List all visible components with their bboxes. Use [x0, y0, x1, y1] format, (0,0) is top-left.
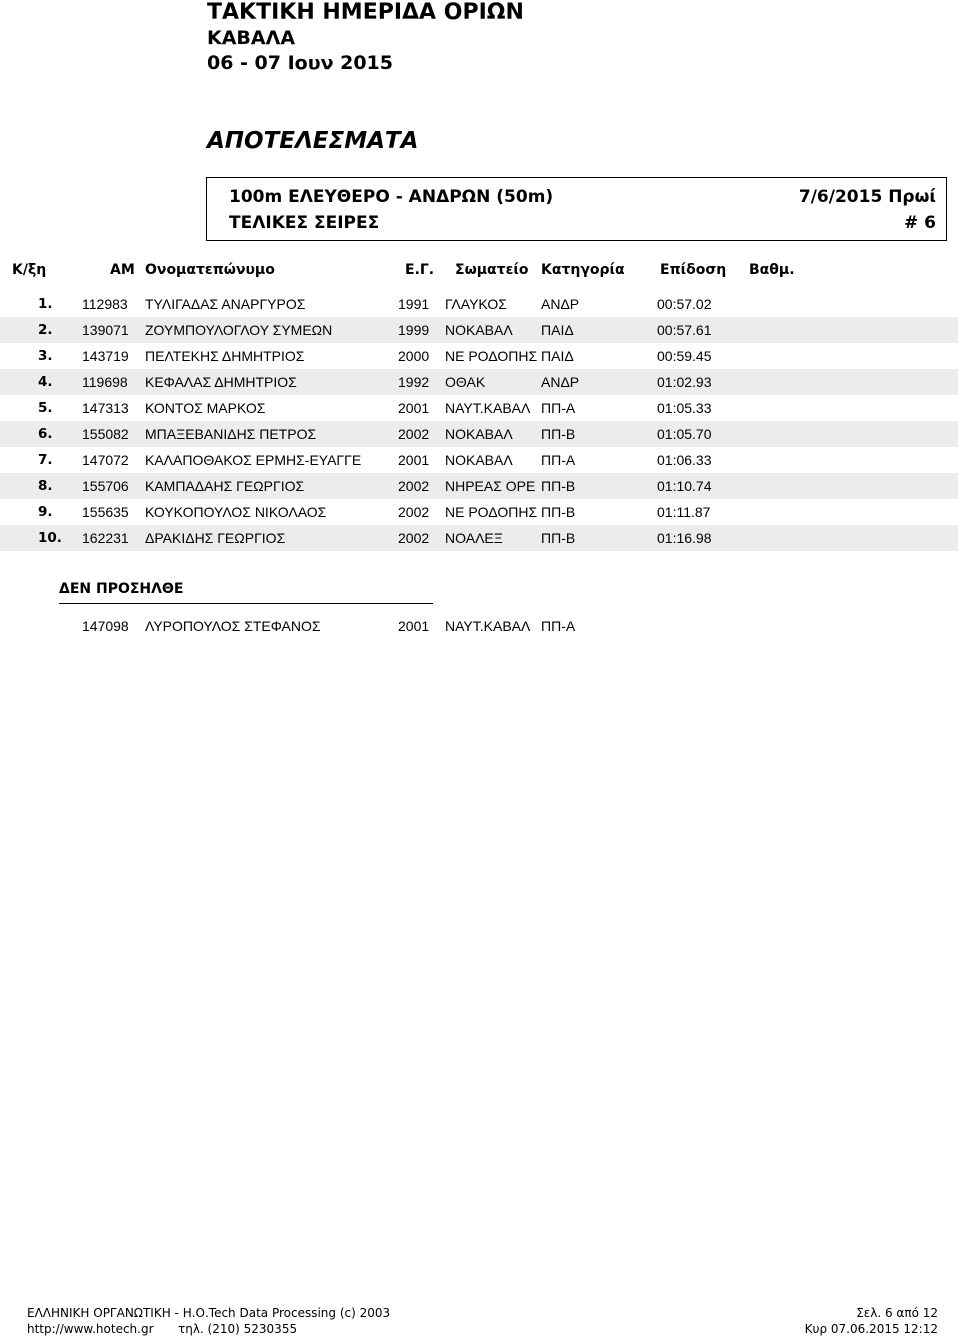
col-club: Σωματείο	[455, 262, 529, 278]
event-round: ΤΕΛΙΚΕΣ ΣΕΙΡΕΣ	[229, 213, 380, 233]
result-rank: 1.	[38, 296, 53, 312]
result-category: ΠΠ-Α	[541, 400, 576, 416]
event-datetime: 7/6/2015 Πρωί	[798, 187, 936, 207]
result-yob: 2002	[398, 478, 430, 494]
dns-title: ΔΕΝ ΠΡΟΣΗΛΘΕ	[59, 581, 184, 597]
result-performance: 00:57.61	[657, 322, 712, 338]
result-name: ΚΟΥΚΟΠΟΥΛΟΣ ΝΙΚΟΛΑΟΣ	[145, 504, 327, 520]
result-performance: 01:05.33	[657, 400, 712, 416]
result-rank: 9.	[38, 504, 53, 520]
result-rank: 10.	[38, 530, 62, 546]
result-club: ΝΕ ΡΟΔΟΠΗΣ	[445, 504, 538, 520]
result-am: 155635	[82, 504, 129, 520]
result-club: ΟΘΑΚ	[445, 374, 486, 390]
result-name: ΜΠΑΞΕΒΑΝΙΔΗΣ ΠΕΤΡΟΣ	[145, 426, 317, 442]
result-name: ΚΕΦΑΛΑΣ ΔΗΜΗΤΡΙΟΣ	[145, 374, 297, 390]
result-name: ΚΑΛΑΠΟΘΑΚΟΣ ΕΡΜΗΣ-ΕΥΑΓΓΕ	[145, 452, 362, 468]
result-performance: 01:05.70	[657, 426, 712, 442]
col-category: Κατηγορία	[541, 262, 625, 278]
result-rank: 4.	[38, 374, 53, 390]
result-am: 155082	[82, 426, 129, 442]
result-club: ΝΟΚΑΒΑΛ	[445, 426, 513, 442]
result-category: ΠΠ-Β	[541, 478, 576, 494]
result-rank: 8.	[38, 478, 53, 494]
result-yob: 2002	[398, 530, 430, 546]
dns-divider	[59, 603, 433, 604]
result-category: ΠΑΙΔ	[541, 348, 574, 364]
result-category: ΑΝΔΡ	[541, 296, 580, 312]
result-category: ΠΠ-Β	[541, 504, 576, 520]
result-name: ΔΡΑΚΙΔΗΣ ΓΕΩΡΓΙΟΣ	[145, 530, 286, 546]
table-row	[0, 343, 958, 369]
result-am: 147072	[82, 452, 129, 468]
dns-row	[0, 614, 958, 638]
result-yob: 2000	[398, 348, 430, 364]
result-rank: 3.	[38, 348, 53, 364]
result-club: ΓΛΑΥΚΟΣ	[445, 296, 507, 312]
result-category: ΑΝΔΡ	[541, 374, 580, 390]
footer-org: ΕΛΛΗΝΙΚΗ ΟΡΓΑΝΩΤΙΚΗ - Η.Ο.Tech Data Processing (c) 2003	[27, 1306, 391, 1320]
meet-title: ΤΑΚΤΙΚΗ ΗΜΕΡΙΔΑ ΟΡΙΩΝ	[207, 0, 524, 25]
col-name: Ονοματεπώνυμο	[145, 262, 275, 278]
result-performance: 01:02.93	[657, 374, 712, 390]
result-performance: 00:59.45	[657, 348, 712, 364]
results-table	[0, 291, 958, 551]
result-am: 155706	[82, 478, 129, 494]
dns-yob: 2001	[398, 618, 430, 634]
dns-am: 147098	[82, 618, 129, 634]
result-rank: 6.	[38, 426, 53, 442]
meet-city: ΚΑΒΑΛΑ	[207, 27, 296, 49]
result-category: ΠΠ-Α	[541, 452, 576, 468]
table-row	[0, 499, 958, 525]
result-club: ΝΟΑΛΕΞ	[445, 530, 503, 546]
table-row	[0, 421, 958, 447]
result-performance: 01:16.98	[657, 530, 712, 546]
result-rank: 2.	[38, 322, 53, 338]
table-row	[0, 525, 958, 551]
result-category: ΠΠ-Β	[541, 530, 576, 546]
result-yob: 1992	[398, 374, 430, 390]
result-club: ΝΑΥΤ.ΚΑΒΑΛ	[445, 400, 531, 416]
result-am: 147313	[82, 400, 129, 416]
result-yob: 1991	[398, 296, 430, 312]
result-performance: 01:06.33	[657, 452, 712, 468]
col-yob: Ε.Γ.	[405, 262, 435, 278]
col-rank: Κ/ξη	[12, 262, 47, 278]
result-performance: 00:57.02	[657, 296, 712, 312]
result-am: 162231	[82, 530, 129, 546]
result-performance: 01:11.87	[657, 504, 711, 520]
result-yob: 2002	[398, 426, 430, 442]
dns-name: ΛΥΡΟΠΟΥΛΟΣ ΣΤΕΦΑΝΟΣ	[145, 618, 321, 634]
table-row	[0, 369, 958, 395]
result-category: ΠΠ-Β	[541, 426, 576, 442]
table-row	[0, 447, 958, 473]
result-am: 139071	[82, 322, 129, 338]
footer-printed: Κυρ 07.06.2015 12:12	[804, 1322, 938, 1336]
footer-phone: τηλ. (210) 5230355	[178, 1322, 298, 1336]
results-title: ΑΠΟΤΕΛΕΣΜΑΤΑ	[207, 128, 419, 154]
event-number: # 6	[904, 213, 936, 233]
result-am: 119698	[82, 374, 128, 390]
col-performance: Επίδοση	[660, 262, 727, 278]
dns-category: ΠΠ-Α	[541, 618, 576, 634]
event-box	[206, 177, 947, 241]
result-rank: 7.	[38, 452, 53, 468]
result-name: ΠΕΛΤΕΚΗΣ ΔΗΜΗΤΡΙΟΣ	[145, 348, 305, 364]
col-points: Βαθμ.	[749, 262, 795, 278]
result-performance: 01:10.74	[657, 478, 712, 494]
result-name: ΖΟΥΜΠΟΥΛΟΓΛΟΥ ΣΥΜΕΩΝ	[145, 322, 333, 338]
result-am: 143719	[82, 348, 129, 364]
result-am: 112983	[82, 296, 128, 312]
result-category: ΠΑΙΔ	[541, 322, 574, 338]
table-row	[0, 473, 958, 499]
table-row	[0, 291, 958, 317]
dns-club: ΝΑΥΤ.ΚΑΒΑΛ	[445, 618, 531, 634]
result-yob: 2002	[398, 504, 430, 520]
result-name: ΚΑΜΠΑΔΑΗΣ ΓΕΩΡΓΙΟΣ	[145, 478, 305, 494]
result-club: ΝΕ ΡΟΔΟΠΗΣ	[445, 348, 538, 364]
col-am: ΑΜ	[110, 262, 135, 278]
footer-page: Σελ. 6 από 12	[856, 1306, 938, 1320]
result-rank: 5.	[38, 400, 53, 416]
event-name: 100m ΕΛΕΥΘΕΡΟ - ΑΝΔΡΩΝ (50m)	[229, 187, 554, 207]
result-club: ΝΗΡΕΑΣ ΟΡΕ	[445, 478, 536, 494]
result-yob: 2001	[398, 452, 430, 468]
meet-dates: 06 - 07 Ιουν 2015	[207, 52, 394, 74]
result-name: ΤΥΛΙΓΑΔΑΣ ΑΝΑΡΓΥΡΟΣ	[145, 296, 306, 312]
result-yob: 2001	[398, 400, 430, 416]
table-row	[0, 317, 958, 343]
result-club: ΝΟΚΑΒΑΛ	[445, 322, 513, 338]
result-club: ΝΟΚΑΒΑΛ	[445, 452, 513, 468]
footer-url: http://www.hotech.gr	[27, 1322, 154, 1336]
table-row	[0, 395, 958, 421]
result-name: ΚΟΝΤΟΣ ΜΑΡΚΟΣ	[145, 400, 266, 416]
result-yob: 1999	[398, 322, 430, 338]
